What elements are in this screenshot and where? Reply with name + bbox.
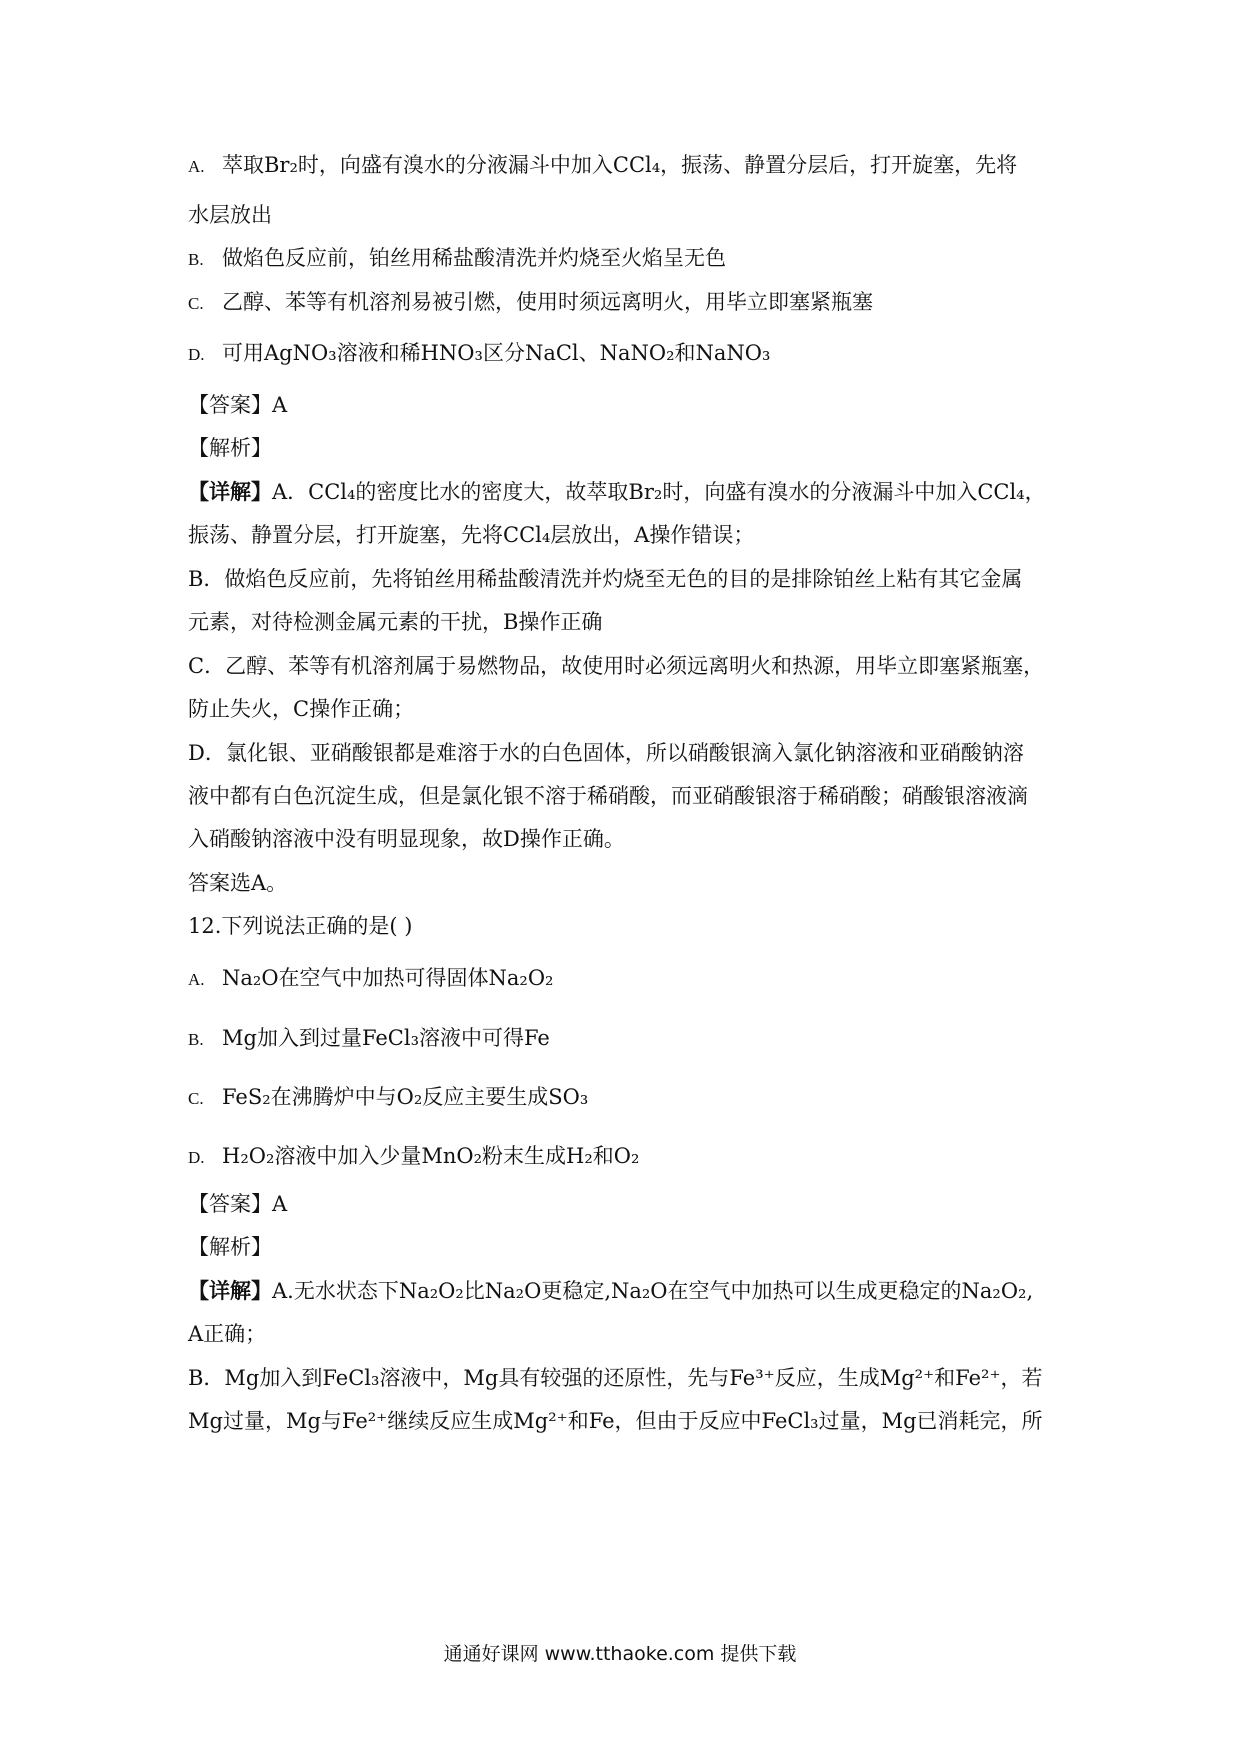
option-text: FeS₂在沸腾炉中与O₂反应主要生成SO₃ [222,1085,589,1109]
q12-detail-line: B．Mg加入到FeCl₃溶液中，Mg具有较强的还原性，先与Fe³⁺反应，生成Mg²⁺和Fe²⁺，若 [188,1366,1043,1390]
option-letter: C. [188,294,204,313]
option-text: 做焰色反应前，铂丝用稀盐酸清洗并灼烧至火焰呈无色 [222,246,726,270]
detail-text: A.无水状态下Na₂O₂比Na₂O更稳定,Na₂O在空气中加热可以生成更稳定的Na₂O₂, [272,1279,1034,1303]
q12-detail-line: A正确； [188,1322,267,1346]
answer-label: 【答案】 [188,1192,272,1216]
option-letter: B. [188,1030,204,1049]
analysis-label: 【解析】 [188,1235,272,1259]
option-letter: D. [188,1148,205,1167]
q11-detail-line [188,477,1068,507]
detail-label: 【详解】 [188,480,272,504]
option-letter: A. [188,157,205,176]
option-letter: D. [188,345,205,364]
q11-option-c [188,287,1068,319]
q11-option-a-cont: 水层放出 [188,203,272,227]
option-text: Na₂O在空气中加热可得固体Na₂O₂ [222,966,554,990]
q11-detail-line: C．乙醇、苯等有机溶剂属于易燃物品，故使用时必须远离明火和热源，用毕立即塞紧瓶塞， [188,654,1045,678]
q11-detail-line: 液中都有白色沉淀生成，但是氯化银不溶于稀硝酸，而亚硝酸银溶于稀硝酸；硝酸银溶液滴 [188,784,1028,808]
q12-detail-line: Mg过量，Mg与Fe²⁺继续反应生成Mg²⁺和Fe，但由于反应中FeCl₃过量，Mg已消耗完，所 [188,1409,1043,1433]
q12-analysis-label [188,1232,1068,1262]
q12-option-a [188,963,1068,995]
option-letter: C. [188,1089,204,1108]
analysis-label: 【解析】 [188,436,272,460]
q11-option-b [188,243,1068,275]
option-text: 乙醇、苯等有机溶剂易被引燃，使用时须远离明火，用毕立即塞紧瓶塞 [222,290,873,314]
q11-detail-line: 元素，对待检测金属元素的干扰，B操作正确 [188,610,603,634]
q12-detail-line [188,1276,1068,1306]
q12-option-b [188,1023,1068,1055]
q11-detail-line: 入硝酸钠溶液中没有明显现象，故D操作正确。 [188,827,625,851]
q11-detail-line: D．氯化银、亚硝酸银都是难溶于水的白色固体，所以硝酸银滴入氯化钠溶液和亚硝酸钠溶 [188,741,1024,765]
q11-option-d [188,338,1068,370]
q11-detail-line: 振荡、静置分层，打开旋塞，先将CCl₄层放出，A操作错误； [188,523,755,547]
q11-conclusion: 答案选A。 [188,871,288,895]
q12-stem: 12.下列说法正确的是( ) [188,914,413,938]
answer-value: A [272,1192,288,1216]
q11-analysis-label [188,433,1068,463]
option-letter: A. [188,970,205,989]
answer-value: A [272,393,288,417]
q11-answer [188,390,1068,420]
detail-text: A．CCl₄的密度比水的密度大，故萃取Br₂时，向盛有溴水的分液漏斗中加入CCl₄， [272,480,1046,504]
q12-answer [188,1189,1068,1219]
q12-option-c [188,1082,1068,1114]
option-text: H₂O₂溶液中加入少量MnO₂粉末生成H₂和O₂ [222,1144,640,1168]
option-text: 萃取Br₂时，向盛有溴水的分液漏斗中加入CCl₄，振荡、静置分层后，打开旋塞，先将 [222,153,1018,177]
q11-detail-line: 防止失火，C操作正确； [188,697,415,721]
q12-option-d [188,1141,1068,1173]
q11-option-a [188,150,1068,182]
page-footer: 通通好课网 www.tthaoke.com 提供下载 [443,1643,797,1665]
option-letter: B. [188,250,204,269]
option-text: 可用AgNO₃溶液和稀HNO₃区分NaCl、NaNO₂和NaNO₃ [222,341,771,365]
answer-label: 【答案】 [188,393,272,417]
detail-label: 【详解】 [188,1279,272,1303]
option-text: Mg加入到过量FeCl₃溶液中可得Fe [222,1026,550,1050]
q11-detail-line: B．做焰色反应前，先将铂丝用稀盐酸清洗并灼烧至无色的目的是排除铂丝上粘有其它金属 [188,567,1023,591]
